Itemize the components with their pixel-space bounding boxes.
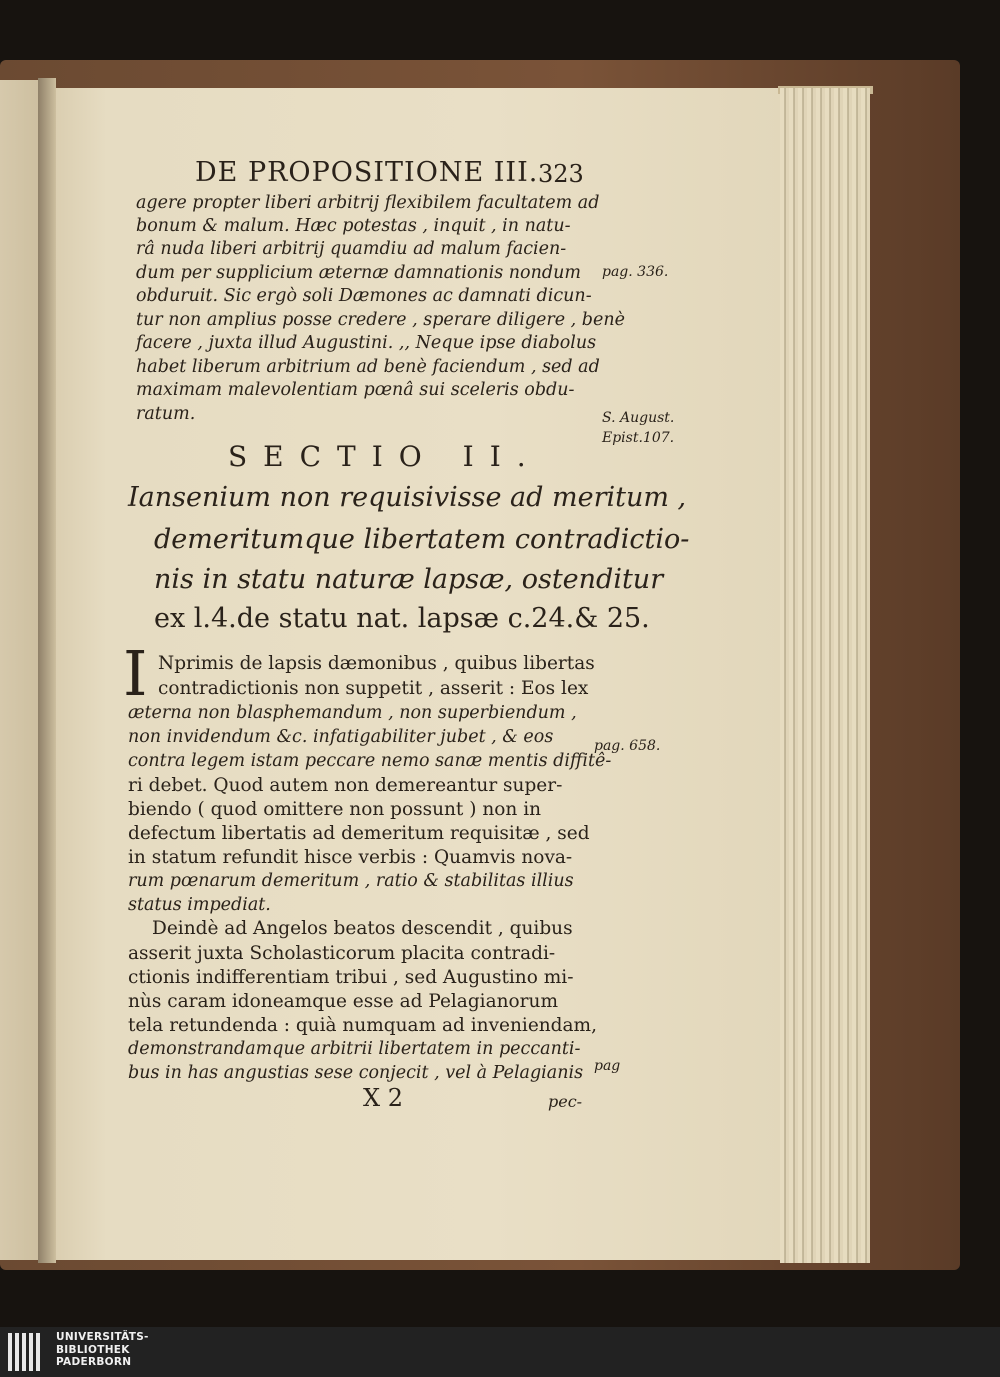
signature-mark: X 2 — [363, 1084, 403, 1112]
logo-line: BIBLIOTHEK — [56, 1343, 130, 1356]
text-line: nùs caram idoneamque esse ad Pelagianorum — [128, 991, 558, 1012]
text-line: asserit juxta Scholasticorum placita contradi- — [128, 943, 556, 964]
footer-bar — [0, 1327, 1000, 1377]
text-line: biendo ( quod omittere non possunt ) non in — [128, 799, 542, 820]
library-logo-text — [56, 1331, 149, 1369]
text-line: defectum libertatis ad demeritum requisitæ , sed — [128, 823, 590, 844]
text-line: agere propter liberi arbitrij flexibilem facultatem ad — [136, 193, 600, 213]
text-line: demonstrandamque arbitrii libertatem in peccanti- — [128, 1039, 581, 1059]
text-line: ctionis indifferentiam tribui , sed Augustino mi- — [128, 967, 574, 988]
text-line: dum per supplicium æternæ damnationis nondum — [136, 263, 581, 283]
text-line: tela retundenda : quià numquam ad inveniendam, — [128, 1015, 597, 1036]
text-line: in statum refundit hisce verbis : Quamvis nova- — [128, 847, 573, 868]
text-line: ri debet. Quod autem non demereantur super- — [128, 775, 563, 796]
catchword: pec- — [548, 1092, 583, 1111]
margin-note: pag. 336. — [602, 264, 669, 280]
margin-note: Epist.107. — [602, 430, 675, 446]
section-title-line: demeritumque libertatem contradictio- — [154, 524, 690, 555]
text-line: Nprimis de lapsis dæmonibus , quibus libertas — [158, 653, 595, 674]
text-line: bonum & malum. Hæc potestas , inquit , in natu- — [136, 216, 571, 236]
text-line: tur non amplius posse credere , sperare diligere , benè — [136, 310, 625, 330]
page-number: 323 — [538, 160, 584, 188]
text-line: æterna non blasphemandum , non superbiendum , — [128, 703, 577, 723]
logo-line: PADERBORN — [56, 1356, 132, 1368]
logo-line: UNIVERSITÄTS- — [56, 1331, 149, 1343]
margin-note: pag. 658. — [594, 738, 661, 754]
text-line: maximam malevolentiam pœnâ sui sceleris obdu- — [136, 380, 575, 400]
text-line: contra legem istam peccare nemo sanæ mentis diffitê- — [128, 751, 612, 771]
text-line: contradictionis non suppetit , asserit : Eos lex — [158, 678, 589, 699]
text-line: habet liberum arbitrium ad benè faciendum , sed ad — [136, 357, 600, 377]
text-line: obduruit. Sic ergò soli Dæmones ac damnati dicun- — [136, 286, 592, 306]
text-line: non invidendum &c. infatigabiliter jubet , & eos — [128, 727, 554, 747]
text-line: facere , juxta illud Augustini. ,, Neque ipse diabolus — [136, 333, 597, 353]
text-line: Deindè ad Angelos beatos descendit , quibus — [152, 918, 573, 939]
margin-note: pag — [594, 1058, 621, 1074]
library-logo-icon — [8, 1333, 42, 1371]
section-title-line: Iansenium non requisivisse ad meritum , — [128, 482, 687, 513]
drop-initial: I — [123, 637, 148, 710]
book-gutter — [38, 78, 56, 1263]
margin-note: S. August. — [602, 410, 675, 426]
section-title-line: ex l.4.de statu nat. lapsæ c.24.& 25. — [154, 603, 650, 634]
text-line: ratum. — [136, 404, 196, 424]
text-line: status impediat. — [128, 895, 271, 915]
section-title-line: nis in statu naturæ lapsæ, ostenditur — [154, 564, 664, 595]
section-heading: SECTIO II. — [228, 440, 542, 473]
text-line: rum pœnarum demeritum , ratio & stabilitas illius — [128, 871, 574, 891]
running-header: DE PROPOSITIONE III. — [195, 157, 539, 188]
page-edges — [780, 88, 870, 1263]
text-line: râ nuda liberi arbitrij quamdiu ad malum facien- — [136, 239, 567, 259]
text-line: bus in has angustias sese conjecit , vel à Pelagianis — [128, 1063, 584, 1083]
